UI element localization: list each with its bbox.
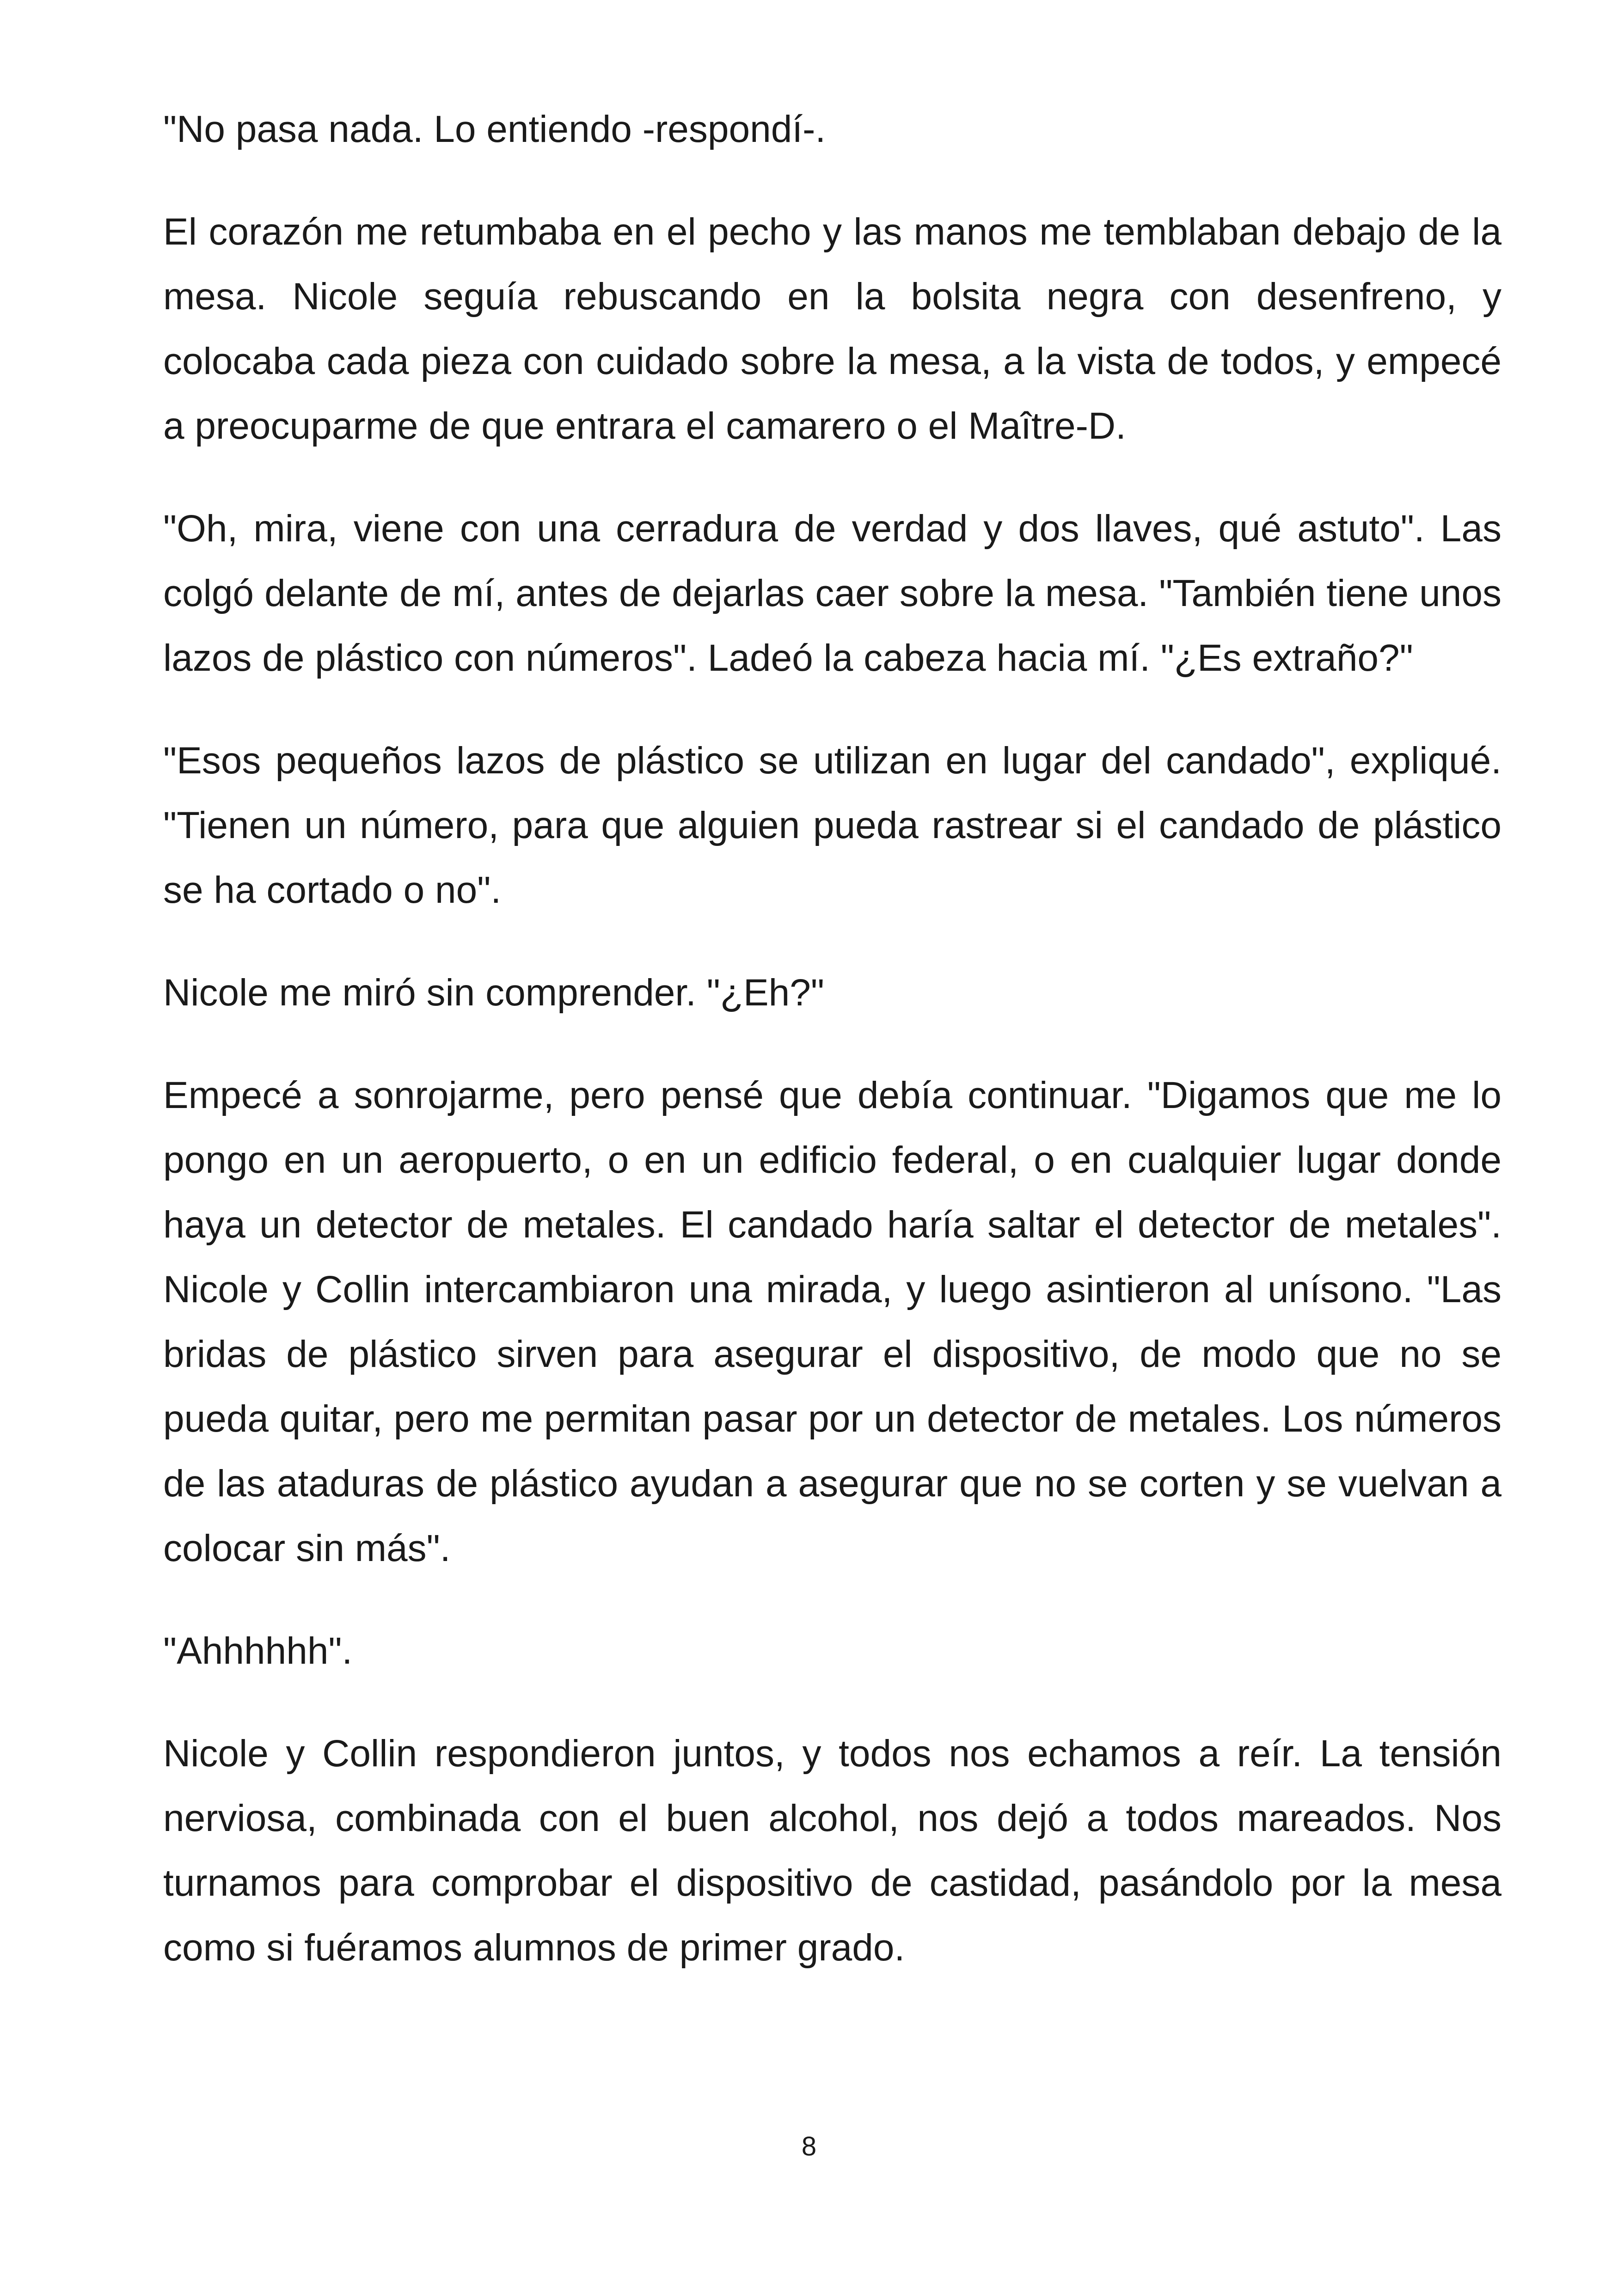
paragraph-2: El corazón me retumbaba en el pecho y las manos me temblaban debajo de la mesa. Nicole seguía rebuscando en la bolsita negra con desenfreno, y colocaba cada pieza con cuidado sobre la mesa, a la vista de todos, y empecé a preocuparme de que entrara el camarero o el Maître-D. <box>163 211 1502 447</box>
paragraph-7: "Ahhhhhh". <box>163 1630 353 1672</box>
paragraph-4: "Esos pequeños lazos de plástico se utilizan en lugar del candado", expliqué. "Tienen un número, para que alguien pueda rastrear si el candado de plástico se ha cortado o no". <box>163 740 1502 911</box>
body-text <box>163 97 1502 2018</box>
paragraph-8: Nicole y Collin respondieron juntos, y todos nos echamos a reír. La tensión nerviosa, combinada con el buen alcohol, nos dejó a todos mareados. Nos turnamos para comprobar el dispositivo de castidad, pasándolo por la mesa como si fuéramos alumnos de primer grado. <box>163 1733 1502 1969</box>
paragraph-1: "No pasa nada. Lo entiendo -respondí-. <box>163 108 826 150</box>
paragraph-3: "Oh, mira, viene con una cerradura de verdad y dos llaves, qué astuto". Las colgó delante de mí, antes de dejarlas caer sobre la mesa. "También tiene unos lazos de plástico con números". Ladeó la cabeza hacia mí. "¿Es extraño?" <box>163 508 1502 679</box>
paragraph-6: Empecé a sonrojarme, pero pensé que debía continuar. "Digamos que me lo pongo en un aeropuerto, o en un edificio federal, o en cualquier lugar donde haya un detector de metales. El candado haría saltar el detector de metales". Nicole y Collin intercambiaron una mirada, y luego asintieron al unísono. "Las bridas de plástico sirven para asegurar el dispositivo, de modo que no se pueda quitar, pero me permitan pasar por un detector de metales. Los números de las ataduras de plástico ayudan a asegurar que no se corten y se vuelvan a colocar sin más". <box>163 1074 1502 1569</box>
paragraph-5: Nicole me miró sin comprender. "¿Eh?" <box>163 972 824 1014</box>
page-number: 8 <box>801 2131 817 2161</box>
